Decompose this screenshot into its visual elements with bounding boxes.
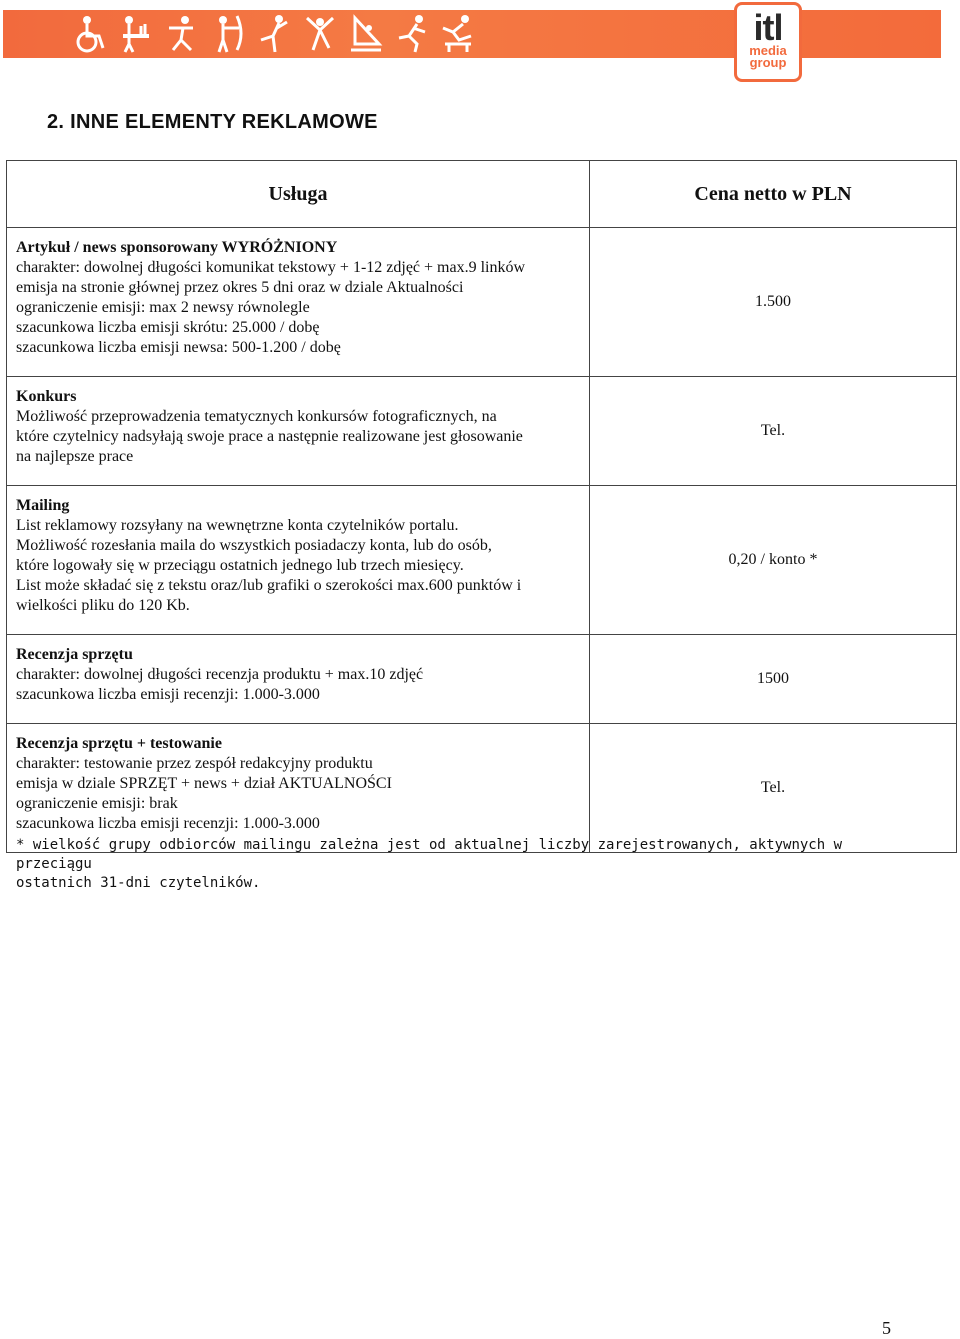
service-description-line: szacunkowa liczba emisji recenzji: 1.000-3.000 <box>16 686 320 703</box>
service-description-line: szacunkowa liczba emisji skrótu: 25.000 / dobę <box>16 319 320 336</box>
hurdles-icon <box>441 14 475 54</box>
service-description-line: emisja na stronie głównej przez okres 5 dni oraz w dziale Aktualności <box>16 279 464 296</box>
service-description-line: List może składać się z tekstu oraz/lub grafiki o szerokości max.600 punktów i <box>16 577 522 594</box>
service-cell <box>7 377 590 486</box>
service-description-line: charakter: testowanie przez zespół redakcyjny produktu <box>16 755 373 772</box>
sprinter-icon <box>395 14 429 54</box>
table-row <box>7 635 957 724</box>
service-description-line: które czytelnicy nadsyłają swoje prace a następnie realizowane jest głosowanie <box>16 428 523 445</box>
table-body <box>7 228 957 853</box>
service-title: Recenzja sprzętu + testowanie <box>16 735 222 752</box>
gymnast-icon <box>303 14 337 54</box>
table-row <box>7 377 957 486</box>
logo-main-text: itl <box>753 7 783 48</box>
service-title: Mailing <box>16 497 70 514</box>
service-description-line: List reklamowy rozsyłany na wewnętrzne konta czytelników portalu. <box>16 517 459 534</box>
price-table <box>6 160 957 853</box>
logo-line-2: group <box>749 55 787 70</box>
header-price: Cena netto w PLN <box>590 161 957 228</box>
table-header-row <box>7 161 957 228</box>
service-cell <box>7 724 590 853</box>
footnote-line-2: ostatnich 31-dni czytelników. <box>16 875 261 891</box>
service-description-line: na najlepsze prace <box>16 448 134 465</box>
service-title: Konkurs <box>16 388 77 405</box>
service-cell <box>7 486 590 635</box>
footnote-line-1: * wielkość grupy odbiorców mailingu zależna jest od aktualnej liczby zarejestrowanych, aktywnych w przeciągu <box>16 837 843 872</box>
service-description-line: Możliwość rozesłania maila do wszystkich posiadaczy konta, lub do osób, <box>16 537 492 554</box>
header-service: Usługa <box>7 161 590 228</box>
table-row <box>7 228 957 377</box>
service-description-line: które logowały się w przeciągu ostatnich jednego lub trzech miesięcy. <box>16 557 464 574</box>
sport-icons <box>73 10 475 58</box>
service-description-line: charakter: dowolnej długości recenzja produktu + max.10 zdjęć <box>16 666 424 683</box>
service-description-line: szacunkowa liczba emisji newsa: 500-1.200 / dobę <box>16 339 341 356</box>
price-cell: Tel. <box>590 724 957 853</box>
service-description-line: Możliwość przeprowadzenia tematycznych konkursów fotograficznych, na <box>16 408 497 425</box>
page-number: 5 <box>882 1318 891 1338</box>
section-title: 2. INNE ELEMENTY REKLAMOWE <box>47 111 378 133</box>
service-description-line: emisja w dziale SPRZĘT + news + dział AKTUALNOŚCI <box>16 775 392 792</box>
chess-icon <box>119 14 153 54</box>
wheelchair-icon <box>73 14 107 54</box>
price-cell: 1.500 <box>590 228 957 377</box>
itl-media-group-logo <box>734 2 802 82</box>
service-description-line: ograniczenie emisji: brak <box>16 795 178 812</box>
logo-line-1: media <box>749 43 787 58</box>
service-description-line: szacunkowa liczba emisji recenzji: 1.000-3.000 <box>16 815 320 832</box>
service-description-line: charakter: dowolnej długości komunikat tekstowy + 1-12 zdjęć + max.9 linków <box>16 259 526 276</box>
service-title: Recenzja sprzętu <box>16 646 133 663</box>
footnote <box>16 836 896 893</box>
service-cell <box>7 635 590 724</box>
runner-icon <box>165 14 199 54</box>
price-cell: 1500 <box>590 635 957 724</box>
archery-icon <box>211 14 245 54</box>
service-title: Artykuł / news sponsorowany WYRÓŻNIONY <box>16 239 338 256</box>
table-row <box>7 486 957 635</box>
karate-icon <box>257 14 291 54</box>
price-cell: Tel. <box>590 377 957 486</box>
windsurf-icon <box>349 14 383 54</box>
service-description-line: ograniczenie emisji: max 2 newsy równolegle <box>16 299 310 316</box>
price-cell: 0,20 / konto * <box>590 486 957 635</box>
table-row <box>7 724 957 853</box>
service-description-line: wielkości pliku do 120 Kb. <box>16 597 190 614</box>
service-cell <box>7 228 590 377</box>
